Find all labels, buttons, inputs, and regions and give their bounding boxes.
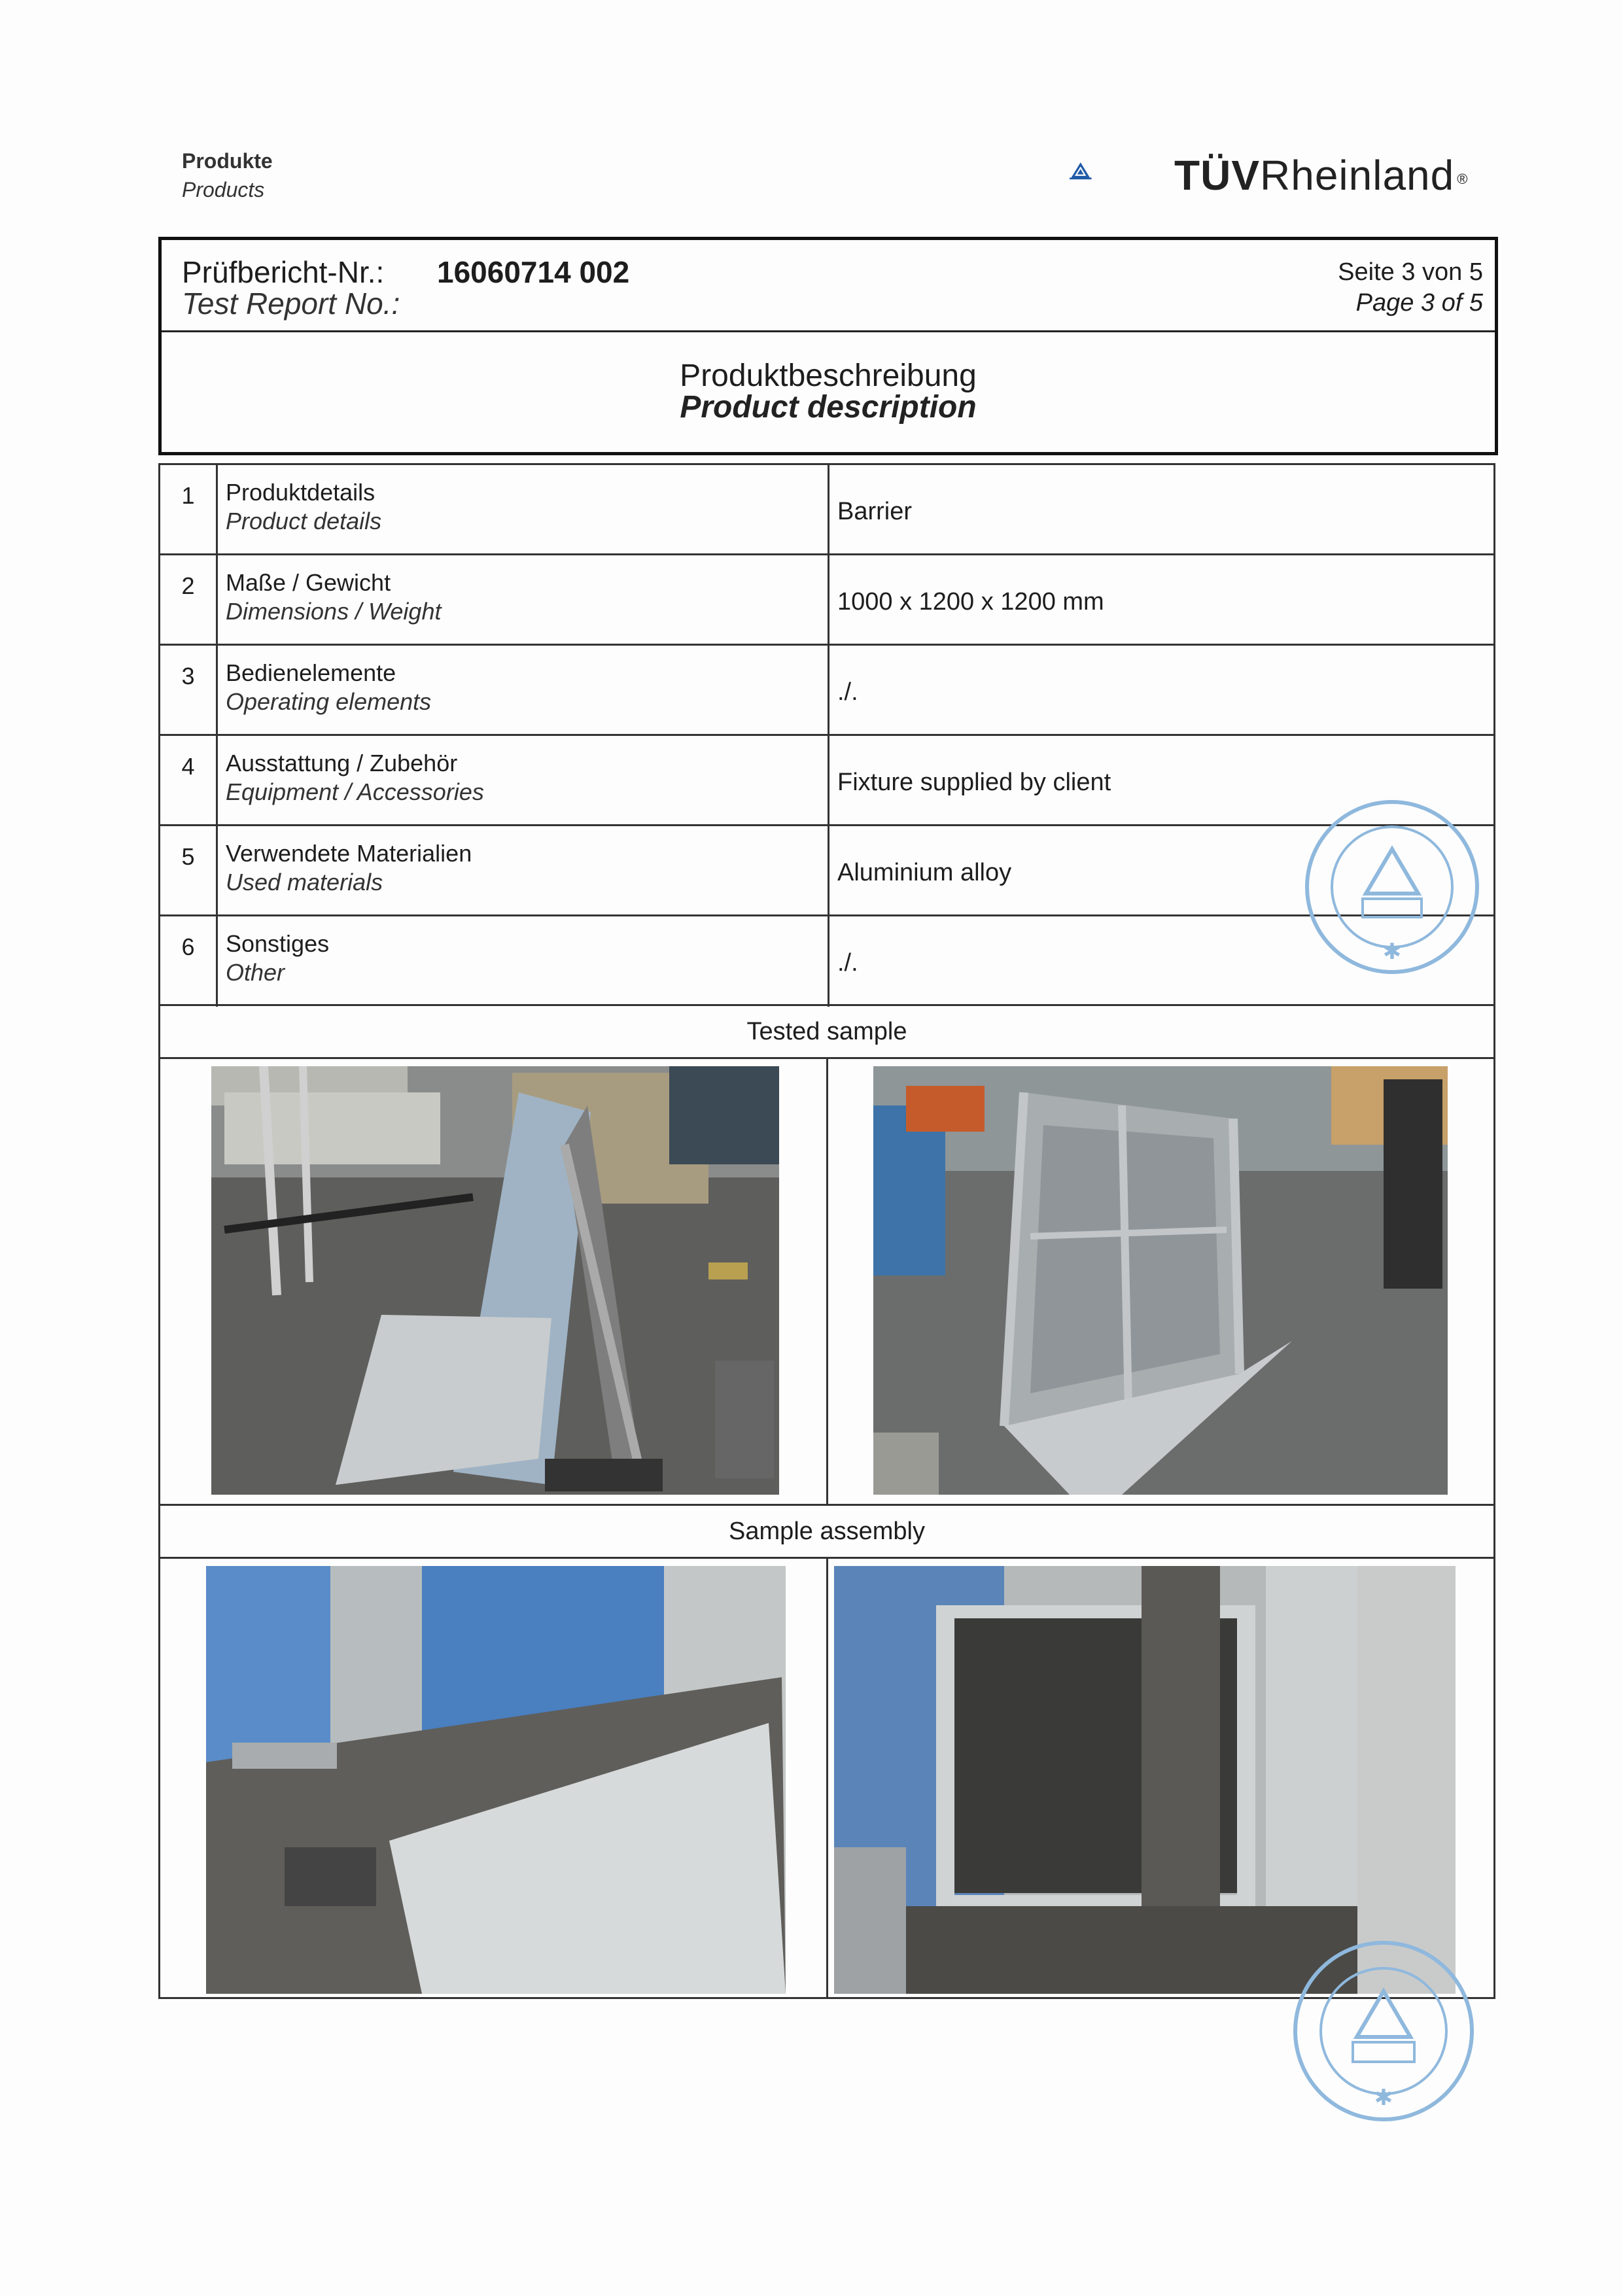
table-row [160, 555, 1493, 646]
row-number: 4 [160, 736, 218, 824]
section-title-de: Produktbeschreibung [680, 358, 977, 393]
row-number: 2 [160, 555, 218, 644]
row-value: ./. [837, 948, 858, 977]
sample-assembly-caption: Sample assembly [729, 1518, 925, 1545]
row-value: ./. [837, 678, 858, 706]
row-label-en: Used materials [226, 869, 383, 896]
assembly-photo-1 [206, 1566, 786, 1994]
tested-sample-caption: Tested sample [746, 1018, 907, 1045]
table-row [160, 916, 1493, 1007]
header-category-en: Products [182, 178, 265, 201]
svg-text:✱: ✱ [1382, 939, 1402, 965]
row-value: Fixture supplied by client [837, 768, 1111, 796]
row-label-en: Equipment / Accessories [226, 778, 484, 805]
page-number-en: Page 3 of 5 [1355, 289, 1483, 317]
photo-section [158, 1006, 1495, 1999]
row-label-de: Bedienelemente [226, 659, 396, 686]
report-number: 16060714 002 [437, 255, 630, 289]
row-label-de: Sonstiges [226, 930, 330, 957]
tuv-stamp-icon [1300, 795, 1484, 979]
tuv-stamp-icon [1289, 1936, 1478, 2126]
brand-bold: TÜV [1174, 152, 1260, 199]
report-number-label-en: Test Report No.: [182, 287, 400, 321]
row-number: 3 [160, 646, 218, 734]
row-label-en: Dimensions / Weight [226, 598, 442, 625]
report-divider [162, 330, 1495, 332]
brand-mark: ® [1457, 171, 1469, 187]
row-label-en: Product details [226, 508, 382, 534]
divider [826, 1559, 828, 1999]
tested-sample-photo-1 [211, 1066, 779, 1495]
row-label-en: Other [226, 959, 285, 986]
svg-text:✱: ✱ [1374, 2085, 1393, 2111]
tested-sample-photo-2 [873, 1066, 1448, 1495]
tuv-triangle-icon [1070, 128, 1168, 213]
row-label-de: Maße / Gewicht [226, 569, 391, 596]
brand-logo [1174, 149, 1468, 201]
assembly-photo-2 [834, 1566, 1456, 1994]
section-title-en: Product description [680, 390, 977, 425]
page-number-de: Seite 3 von 5 [1338, 258, 1483, 286]
product-details-table [158, 463, 1495, 1006]
row-number: 5 [160, 826, 218, 914]
table-row [160, 736, 1493, 826]
header-category-de: Produkte [182, 149, 273, 173]
row-number: 1 [160, 465, 218, 553]
row-label-en: Operating elements [226, 688, 432, 715]
row-label-de: Produktdetails [226, 479, 375, 506]
divider [826, 1059, 828, 1504]
row-value: Aluminium alloy [837, 858, 1012, 886]
row-label-de: Ausstattung / Zubehör [226, 750, 458, 776]
row-label-de: Verwendete Materialien [226, 840, 472, 867]
row-number: 6 [160, 916, 218, 1007]
row-value: Barrier [837, 497, 913, 525]
report-number-label-de: Prüfbericht-Nr.: [182, 255, 385, 289]
table-row [160, 465, 1493, 555]
table-row [160, 826, 1493, 916]
row-value: 1000 x 1200 x 1200 mm [837, 587, 1104, 616]
table-row [160, 646, 1493, 736]
brand-rest: Rheinland [1260, 152, 1455, 199]
